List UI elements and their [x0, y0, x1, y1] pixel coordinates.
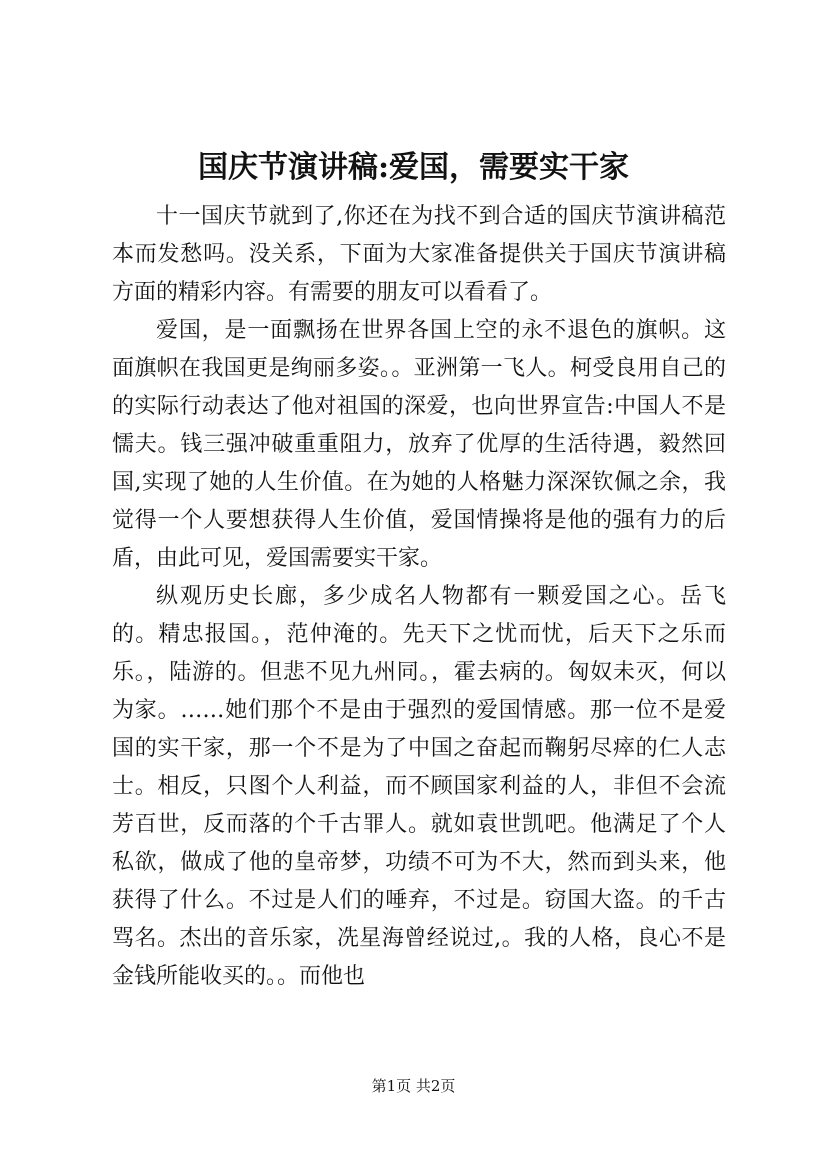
paragraph-3: 纵观历史长廊，多少成名人物都有一颗爱国之心。岳飞的。精忠报国。，范仲淹的。先天下之忧而忧，后天下之乐而乐。，陆游的。但悲不见九州同。，霍去病的。匈奴未灭，何以为家。……她们那个不是由于强烈的爱国情感。那一位不是爱国的实干家，那一个不是为了中国之奋起而鞠躬尽瘁的仁人志士。相反，只图个人利益，而不顾国家利益的人，非但不会流芳百世，反而落的个千古罪人。就如袁世凯吧。他满足了个人私欲，做成了他的皇帝梦，功绩不可为不大，然而到头来，他获得了什么。不过是人们的唾弃，不过是。窃国大盗。的千古骂名。杰出的音乐家，冼星海曾经说过,。我的人格，良心不是金钱所能收买的。。而他也	[112, 584, 726, 989]
document-title: 国庆节演讲稿:爱国，需要实干家	[197, 150, 630, 185]
paragraph-1: 十一国庆节就到了,你还在为找不到合适的国庆节演讲稿范本而发愁吗。没关系，下面为大家准备提供关于国庆节演讲稿方面的精彩内容。有需要的朋友可以看看了。	[112, 204, 726, 305]
document-body	[112, 198, 726, 996]
paragraph-2: 爱国，是一面飘扬在世界各国上空的永不退色的旗帜。这面旗帜在我国更是绚丽多姿。。亚洲第一飞人。柯受良用自己的的实际行动表达了他对祖国的深爱，也向世界宣告:中国人不是懦夫。钱三强冲破重重阻力，放弃了优厚的生活待遇，毅然回国,实现了她的人生价值。在为她的人格魅力深深钦佩之余，我觉得一个人要想获得人生价值，爱国情操将是他的强有力的后盾，由此可见，爱国需要实干家。	[112, 318, 726, 571]
page-footer: 第1页 共2页	[371, 1077, 456, 1095]
